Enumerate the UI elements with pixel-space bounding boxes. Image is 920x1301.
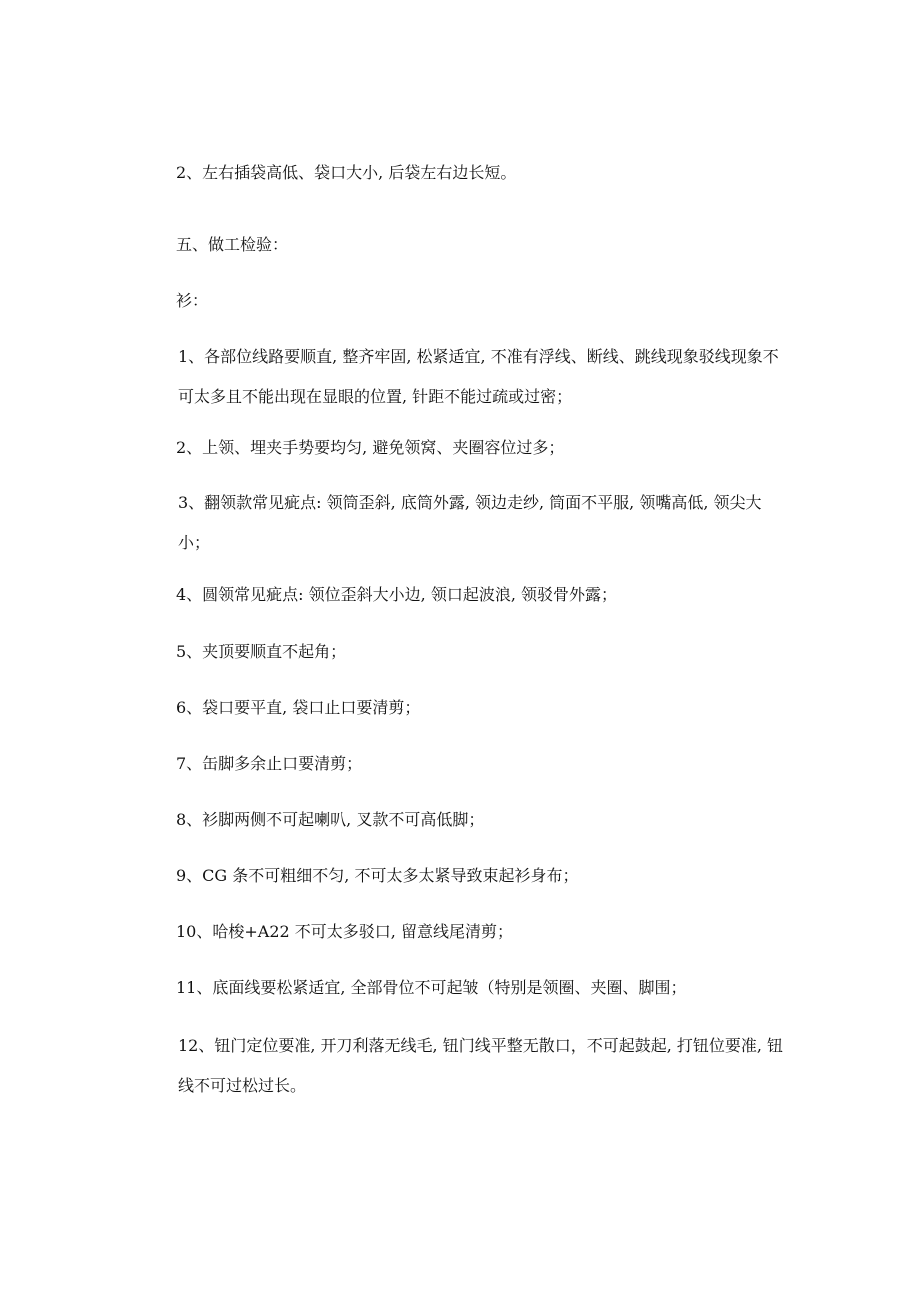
paragraph-item-12: 12、钮门定位要准, 开刀利落无线毛, 钮门线平整无散口，不可起鼓起, 打钮位要准, 钮线不可过松过长。 (178, 1036, 784, 1095)
paragraph-item-4: 4、圆领常见疵点: 领位歪斜大小边, 领口起波浪, 领驳骨外露； (176, 585, 618, 604)
paragraph-item-1: 1、各部位线路要顺直, 整齐牢固, 松紧适宜, 不准有浮线、断线、跳线现象驳线现象不可太多且不能出现在显眼的位置, 针距不能过疏或过密； (178, 347, 779, 406)
paragraph-back-pocket: 2、左右插袋高低、袋口大小, 后袋左右边长短。 (176, 163, 517, 182)
paragraph-item-8: 8、衫脚两侧不可起喇叭, 叉款不可高低脚； (176, 810, 485, 829)
paragraph-item-11: 11、底面线要松紧适宜, 全部骨位不可起皱（特别是领圈、夹圈、脚围； (176, 978, 687, 997)
paragraph-item-9: 9、CG 条不可粗细不匀, 不可太多太紧导致束起衫身布； (176, 866, 579, 885)
paragraph-item-5: 5、夹顶要顺直不起角； (176, 642, 347, 661)
paragraph-item-3: 3、翻领款常见疵点: 领筒歪斜, 底筒外露, 领边走纱, 筒面不平服, 领嘴高低, 领尖大小； (178, 493, 762, 552)
paragraph-item-10: 10、哈梭+A22 不可太多驳口, 留意线尾清剪； (176, 922, 513, 941)
paragraph-item-6: 6、袋口要平直, 袋口止口要清剪； (176, 698, 421, 717)
paragraph-item-2: 2、上领、埋夹手势要均匀, 避免领窝、夹圈容位过多； (176, 438, 565, 457)
subheading-shirt: 衫： (176, 291, 209, 310)
section-heading-workmanship: 五、做工检验： (176, 235, 289, 254)
paragraph-item-7: 7、缶脚多余止口要清剪； (176, 754, 363, 773)
